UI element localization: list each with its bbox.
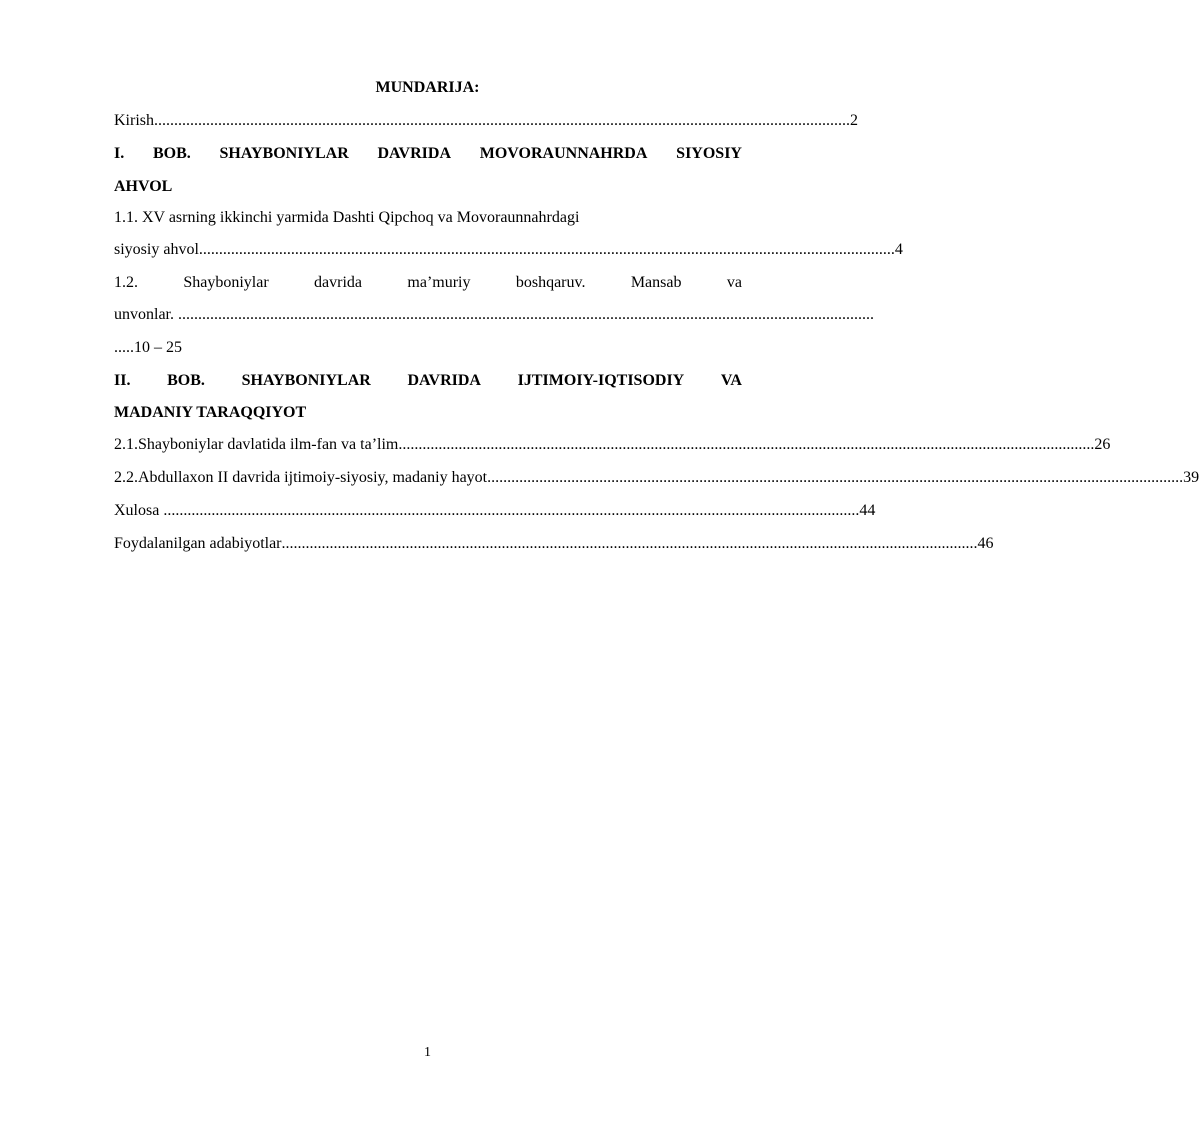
heading-word: SIYOSIY	[676, 145, 742, 162]
toc-section-1-1-line2[interactable]	[114, 239, 903, 261]
toc-entry-text: 2.1.Shayboniylar davlatida ilm-fan va ta’lim	[114, 436, 399, 453]
heading-word: SHAYBONIYLAR	[241, 372, 371, 389]
toc-section-1-2-line3: .....10 – 25	[114, 339, 182, 356]
dot-leader: ..............................................................................................................................................................................	[154, 112, 850, 129]
heading-word: davrida	[314, 274, 363, 291]
heading-word: MOVORAUNNAHRDA	[479, 145, 648, 162]
toc-entry-text: Kirish	[114, 112, 154, 129]
heading-word: boshqaruv.	[515, 274, 586, 291]
heading-word: ma’muriy	[407, 274, 471, 291]
toc-page-number: 4	[894, 241, 903, 258]
toc-chapter-2-heading[interactable]	[114, 370, 742, 392]
toc-entry-xulosa[interactable]	[114, 500, 876, 522]
heading-word: II.	[114, 372, 131, 389]
toc-page-number: 26	[1094, 436, 1111, 453]
page-title: MUNDARIJA:	[375, 79, 480, 96]
toc-entry-adabiyotlar[interactable]	[114, 533, 994, 555]
heading-word: DAVRIDA	[407, 372, 481, 389]
toc-page-number: 2	[850, 112, 858, 129]
dot-leader: ..............................................................................................................................................................................	[281, 535, 978, 552]
heading-word: VA	[720, 372, 742, 389]
dot-leader: ..............................................................................................................................................................................	[487, 469, 1184, 486]
toc-entry-text: Xulosa	[114, 502, 164, 519]
heading-word: IJTIMOIY-IQTISODIY	[517, 372, 685, 389]
toc-page-number: 39	[1183, 469, 1199, 486]
toc-entry-text: 2.2.Abdullaxon II davrida ijtimoiy-siyosiy, madaniy hayot	[114, 469, 488, 486]
toc-chapter-1-heading[interactable]	[114, 143, 742, 165]
heading-word: BOB.	[167, 372, 205, 389]
heading-word: I.	[114, 145, 125, 162]
toc-section-1-2-line2[interactable]	[114, 304, 874, 326]
heading-word: Shayboniylar	[183, 274, 269, 291]
toc-page-number: 46	[977, 535, 994, 552]
heading-word: va	[726, 274, 742, 291]
dot-leader: ..............................................................................................................................................................................	[178, 306, 874, 323]
toc-section-1-2-line1[interactable]	[114, 272, 742, 294]
toc-page-number: 44	[859, 502, 876, 519]
toc-section-1-1-line1[interactable]: 1.1. XV asrning ikkinchi yarmida Dashti Qipchoq va Movoraunnahrdagi	[114, 209, 580, 226]
toc-entry-text: unvonlar.	[114, 306, 178, 323]
toc-chapter-1-heading-cont: AHVOL	[114, 178, 173, 195]
toc-section-2-2[interactable]	[114, 467, 1199, 489]
dot-leader: ..............................................................................................................................................................................	[163, 502, 860, 519]
dot-leader: ..............................................................................................................................................................................	[198, 241, 895, 258]
heading-word: SHAYBONIYLAR	[219, 145, 349, 162]
toc-chapter-2-heading-cont: MADANIY TARAQQIYOT	[114, 404, 307, 421]
toc-entry-text: Foydalanilgan adabiyotlar	[114, 535, 282, 552]
toc-entry-kirish[interactable]	[114, 110, 858, 132]
heading-word: 1.2.	[114, 274, 138, 291]
page-number: 1	[424, 1045, 431, 1060]
heading-word: DAVRIDA	[377, 145, 451, 162]
heading-word: BOB.	[152, 145, 191, 162]
toc-section-2-1[interactable]	[114, 434, 1111, 456]
toc-entry-text: siyosiy ahvol	[114, 241, 199, 258]
dot-leader: ..............................................................................................................................................................................	[398, 436, 1095, 453]
heading-word: Mansab	[630, 274, 682, 291]
